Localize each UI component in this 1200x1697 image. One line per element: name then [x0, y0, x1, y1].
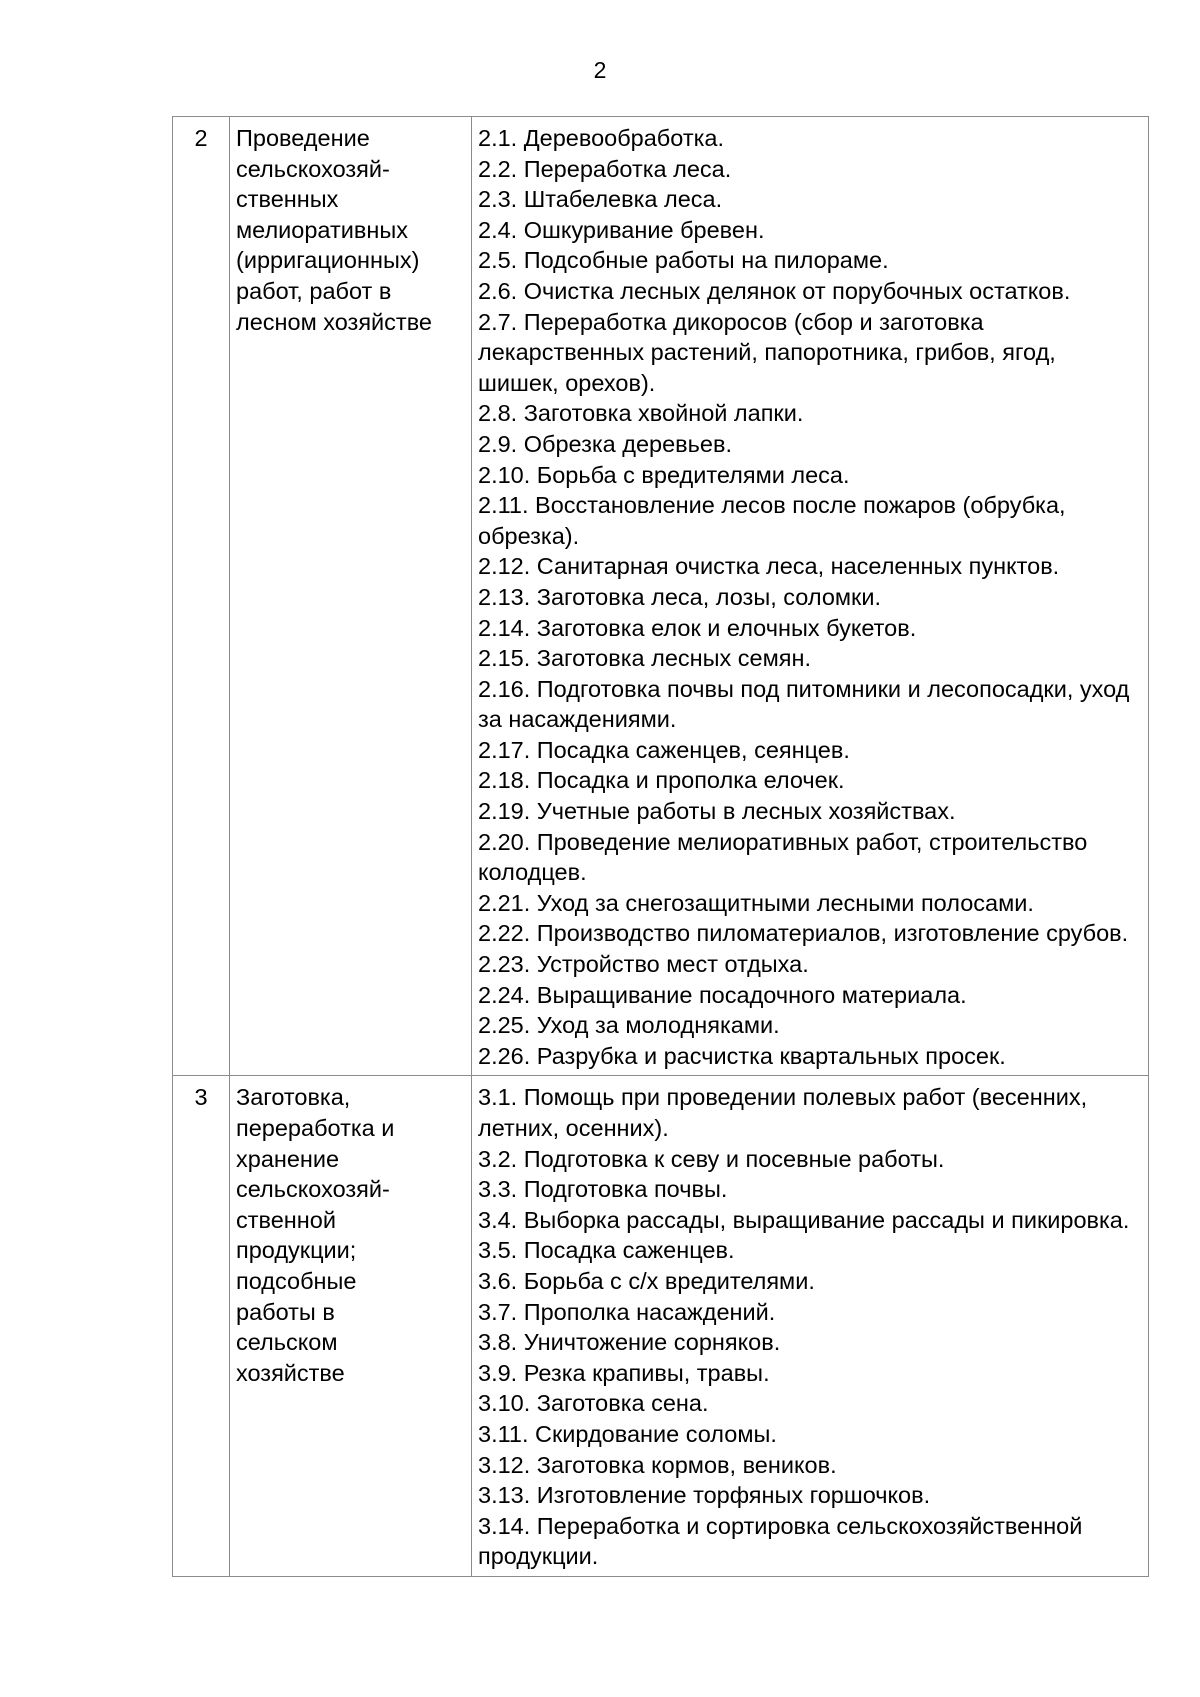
list-item: 2.16. Подготовка почвы под питомники и лесопосадки, уход за насаждениями. — [478, 675, 1130, 733]
works-table — [172, 116, 1149, 1577]
list-item: 2.8. Заготовка хвойной лапки. — [478, 400, 804, 427]
list-item: 2.25. Уход за молодняками. — [478, 1012, 780, 1039]
list-item: 2.4. Ошкуривание бревен. — [478, 216, 765, 243]
list-item: 3.3. Подготовка почвы. — [478, 1176, 728, 1203]
category-line: хранение — [236, 1145, 340, 1172]
row-number: 2 — [173, 117, 230, 1076]
category-line: лесном хозяйстве — [236, 308, 432, 335]
work-category — [230, 1076, 472, 1577]
category-line: сельскохозяй- — [236, 155, 390, 182]
list-item: 3.14. Переработка и сортировка сельскохозяйственной продукции. — [478, 1512, 1083, 1570]
list-item: 3.11. Скирдование соломы. — [478, 1420, 777, 1447]
list-item: 2.14. Заготовка елок и елочных букетов. — [478, 614, 917, 641]
list-item: 2.23. Устройство мест отдыха. — [478, 951, 809, 978]
list-item: 3.5. Посадка саженцев. — [478, 1237, 735, 1264]
category-line: продукции; — [236, 1237, 357, 1264]
category-line: ственных — [236, 186, 339, 213]
list-item: 2.21. Уход за снегозащитными лесными полосами. — [478, 889, 1034, 916]
list-item: 3.7. Прополка насаждений. — [478, 1298, 776, 1325]
category-line: мелиоративных — [236, 216, 408, 243]
work-items — [472, 117, 1149, 1076]
list-item: 2.13. Заготовка леса, лозы, соломки. — [478, 583, 881, 610]
list-item: 2.18. Посадка и прополка елочек. — [478, 767, 845, 794]
category-line: сельскохозяй- — [236, 1176, 390, 1203]
list-item: 3.4. Выборка рассады, выращивание рассады и пикировка. — [478, 1206, 1130, 1233]
list-item: 2.11. Восстановление лесов после пожаров (обрубка, обрезка). — [478, 492, 1066, 549]
list-item: 3.9. Резка крапивы, травы. — [478, 1359, 770, 1386]
category-line: ственной — [236, 1206, 336, 1233]
category-line: Заготовка, — [236, 1084, 351, 1111]
list-item: 2.12. Санитарная очистка леса, населенных пунктов. — [478, 553, 1060, 580]
list-item: 2.26. Разрубка и расчистка квартальных просек. — [478, 1042, 1006, 1069]
list-item: 2.22. Производство пиломатериалов, изготовление срубов. — [478, 920, 1129, 947]
list-item: 2.1. Деревообработка. — [478, 125, 724, 151]
list-item: 2.6. Очистка лесных делянок от порубочных остатков. — [478, 277, 1071, 304]
category-line: хозяйстве — [236, 1359, 345, 1386]
list-item: 2.9. Обрезка деревьев. — [478, 430, 732, 457]
category-line: работы в — [236, 1298, 335, 1325]
list-item: 3.13. Изготовление торфяных горшочков. — [478, 1482, 931, 1509]
list-item: 3.10. Заготовка сена. — [478, 1390, 709, 1417]
list-item: 3.1. Помощь при проведении полевых работ (весенних, летних, осенних). — [478, 1084, 1088, 1141]
page-number: 2 — [593, 57, 607, 83]
category-line: подсобные — [236, 1267, 357, 1294]
work-items — [472, 1076, 1149, 1577]
category-line: переработка и — [236, 1115, 395, 1141]
row-number: 3 — [173, 1076, 230, 1577]
list-item: 3.6. Борьба с с/х вредителями. — [478, 1267, 815, 1294]
list-item: 2.3. Штабелевка леса. — [478, 186, 723, 213]
list-item: 3.12. Заготовка кормов, веников. — [478, 1451, 837, 1478]
works-table-body — [173, 117, 1149, 1577]
list-item: 2.15. Заготовка лесных семян. — [478, 645, 812, 672]
category-line: сельском — [236, 1329, 338, 1356]
list-item: 3.2. Подготовка к севу и посевные работы. — [478, 1145, 945, 1172]
table-row — [173, 117, 1149, 1076]
list-item: 2.5. Подсобные работы на пилораме. — [478, 247, 889, 274]
category-line: (ирригационных) — [236, 247, 420, 274]
list-item: 2.24. Выращивание посадочного материала. — [478, 981, 967, 1008]
list-item: 2.10. Борьба с вредителями леса. — [478, 461, 850, 488]
list-item: 2.19. Учетные работы в лесных хозяйствах. — [478, 798, 956, 825]
list-item: 3.8. Уничтожение сорняков. — [478, 1329, 781, 1356]
list-item: 2.7. Переработка дикоросов (сбор и заготовка лекарственных растений, папоротника, грибов, ягод, шишек, орехов). — [478, 308, 1056, 396]
category-line: Проведение — [236, 125, 370, 151]
list-item: 2.17. Посадка саженцев, сеянцев. — [478, 736, 850, 763]
category-line: работ, работ в — [236, 277, 392, 304]
list-item: 2.2. Переработка леса. — [478, 155, 732, 182]
table-row — [173, 1076, 1149, 1577]
list-item: 2.20. Проведение мелиоративных работ, строительство колодцев. — [478, 828, 1088, 886]
work-category — [230, 117, 472, 1076]
